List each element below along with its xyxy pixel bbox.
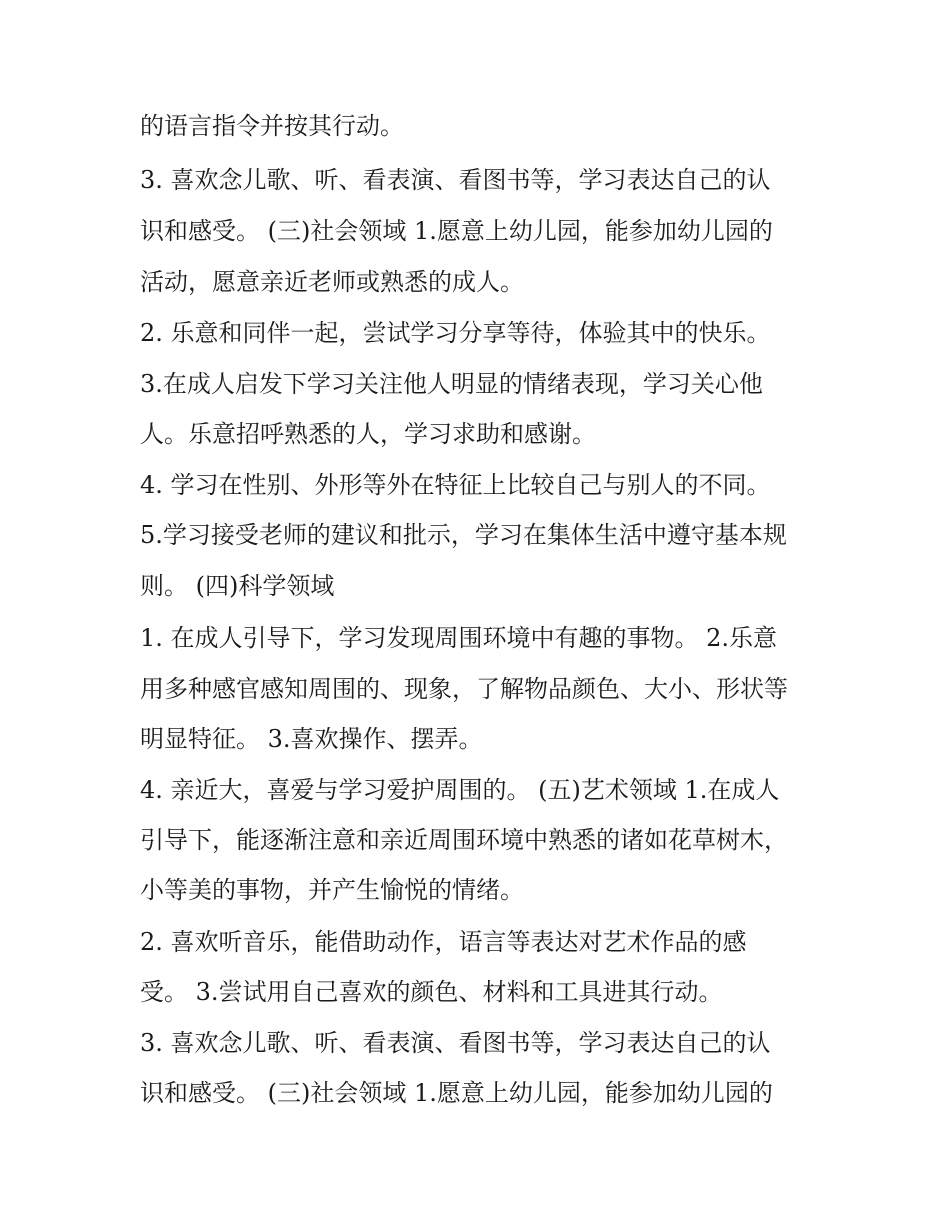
text-line: 2. 喜欢听音乐，能借助动作，语言等表达对艺术作品的感	[140, 928, 747, 956]
text-line: 1. 在成人引导下，学习发现周围环境中有趣的事物。 2.乐意	[140, 624, 778, 652]
text-line: 识和感受。 (三)社会领域 1.愿意上幼儿园，能参加幼儿园的	[140, 217, 773, 245]
text-line: 3. 喜欢念儿歌、听、看表演、看图书等，学习表达自己的认	[140, 166, 771, 194]
text-line: 人。乐意招呼熟悉的人，学习求助和感谢。	[140, 420, 596, 448]
text-line: 用多种感官感知周围的、现象，了解物品颜色、大小、形状等	[140, 675, 788, 703]
text-line: 活动，愿意亲近老师或熟悉的成人。	[140, 268, 524, 296]
text-line: 引导下，能逐渐注意和亲近周围环境中熟悉的诸如花草树木，	[140, 826, 788, 854]
text-line: 3.在成人启发下学习关注他人明显的情绪表现，学习关心他	[140, 370, 763, 398]
text-line: 的语言指令并按其行动。	[140, 112, 404, 140]
text-line: 2. 乐意和同伴一起，尝试学习分享等待，体验其中的快乐。	[140, 319, 771, 347]
text-line: 4. 亲近大，喜爱与学习爱护周围的。 (五)艺术领域 1.在成人	[140, 776, 780, 804]
text-line: 受。 3.尝试用自己喜欢的颜色、材料和工具进其行动。	[140, 978, 723, 1006]
text-line: 则。 (四)科学领域	[140, 572, 335, 600]
text-line: 3. 喜欢念儿歌、听、看表演、看图书等，学习表达自己的认	[140, 1029, 771, 1057]
text-line: 识和感受。 (三)社会领域 1.愿意上幼儿园，能参加幼儿园的	[140, 1079, 773, 1107]
text-line: 4. 学习在性别、外形等外在特征上比较自己与别人的不同。	[140, 471, 771, 499]
text-line: 5.学习接受老师的建议和批示，学习在集体生活中遵守基本规	[140, 521, 787, 549]
text-line: 明显特征。 3.喜欢操作、摆弄。	[140, 725, 483, 753]
text-line: 小等美的事物，并产生愉悦的情绪。	[140, 876, 524, 904]
